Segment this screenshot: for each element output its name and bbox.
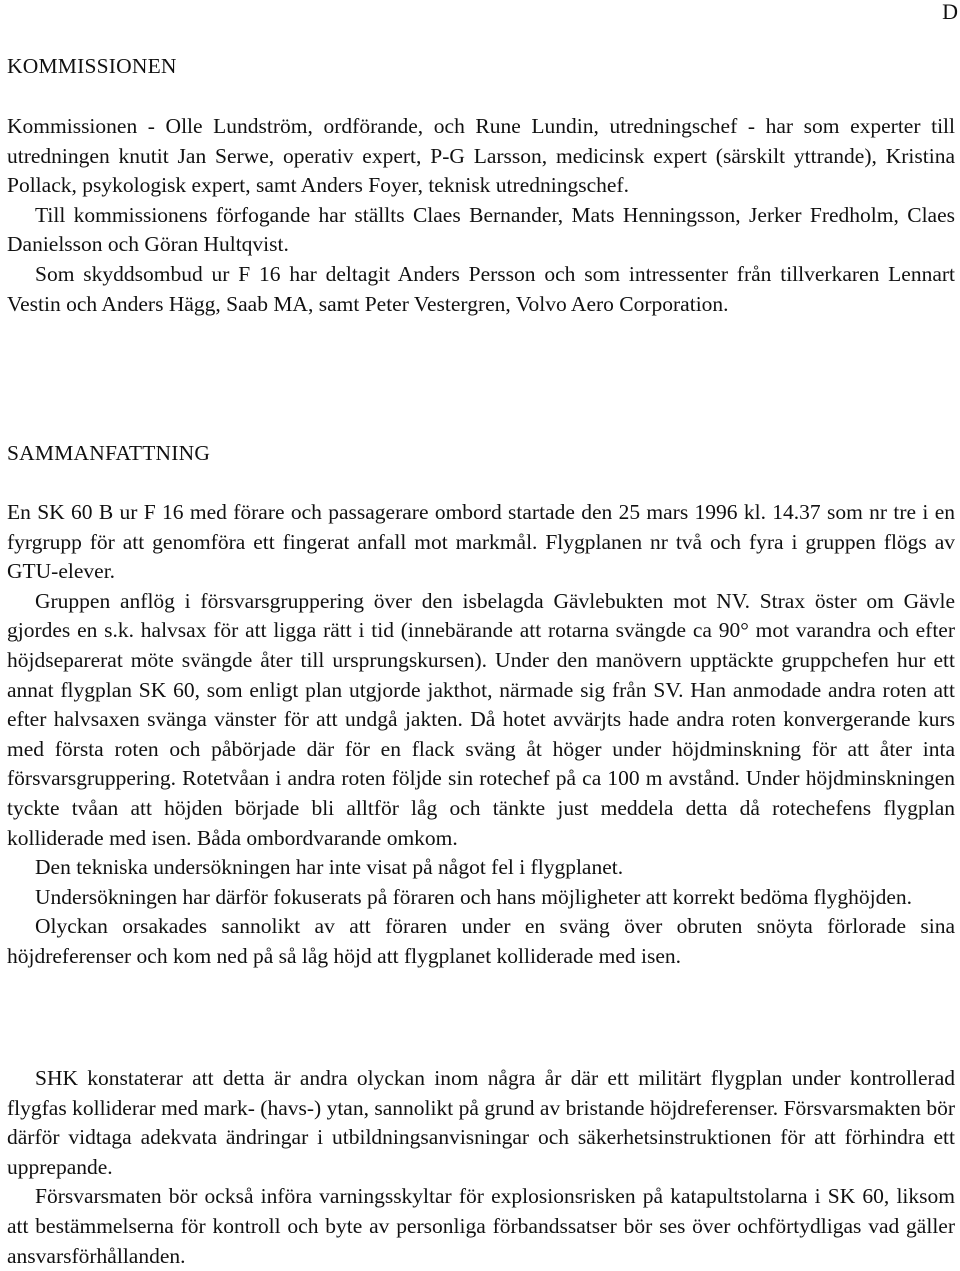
paragraph: Gruppen anflög i försvarsgruppering över den isbelagda Gävlebukten mot NV. Strax öster om Gävle gjordes en s.k. halvsax för att ligga rätt i tid (innebärande att rotarna svängde ca 90° mot varandra och efter höjdseparerat möte svängde åter till ursprungskursen). Under den manövern upptäckte gruppchefen hur ett annat flygplan SK 60, som enligt plan utgjorde jakthot, närmade sig från SV. Han anmodade andra roten att efter halvsaxen svänga vänster för att undgå jakten. Då hotet avvärjts hade andra roten konvergerande kurs med första roten och påbörjade där för en flack sväng åt höger under höjdminskning för att åter inta försvarsgruppering. Rotetvåan i andra roten följde sin rotechef på ca 100 m avstånd. Under höjdminskningen tyckte tvåan att höjden började bli alltför låg och tänkte just meddela detta då rotechefens flygplan kolliderade med isen. Båda ombordvarande omkom. <box>7 588 955 850</box>
section-heading-sammanfattning: SAMMANFATTNING <box>7 441 211 465</box>
paragraph: Kommissionen - Olle Lundström, ordförande, och Rune Lundin, utredningschef - har som experter till utredningen knutit Jan Serwe, operativ expert, P-G Larsson, medicinsk expert (särskilt yttrande), Kristina Pollack, psykologisk expert, samt Anders Foyer, teknisk utredningschef. <box>7 114 955 198</box>
page-letter: D <box>942 0 958 24</box>
paragraph: Till kommissionens förfogande har ställts Claes Bernander, Mats Henningsson, Jerker Fredholm, Claes Danielsson och Göran Hultqvist. <box>7 202 955 257</box>
paragraph: En SK 60 B ur F 16 med förare och passagerare ombord startade den 25 mars 1996 kl. 14.37 som nr tre i en fyrgrupp för att genomföra ett fingerat anfall mot markmål. Flygplanen nr två och fyra i gruppen flögs av GTU-elever. <box>7 500 955 584</box>
shk-conclusions <box>7 1064 955 1271</box>
kommissionen-body <box>7 112 955 319</box>
paragraph: Den tekniska undersökningen har inte visat på något fel i flygplanet. <box>35 855 624 880</box>
sammanfattning-body <box>7 498 955 972</box>
paragraph: Som skyddsombud ur F 16 har deltagit Anders Persson och som intressenter från tillverkaren Lennart Vestin och Anders Hägg, Saab MA, samt Peter Vestergren, Volvo Aero Corporation. <box>7 261 955 316</box>
paragraph: Undersökningen har därför fokuserats på föraren och hans möjligheter att korrekt bedöma flyghöjden. <box>35 884 913 909</box>
section-heading-kommissionen: KOMMISSIONEN <box>7 54 177 78</box>
paragraph: Olyckan orsakades sannolikt av att föraren under en sväng över obruten snöyta förlorade sina höjdreferenser och kom ned på så låg höjd att flygplanet kolliderade med isen. <box>7 914 955 968</box>
paragraph: Försvarsmaten bör också införa varningsskyltar för explosionsrisken på katapultstolarna i SK 60, liksom att bestämmelserna för kontroll och byte av personliga förbandssatser bör ses över ochförtydligas vad gäller ansvarsförhållanden. <box>7 1184 955 1268</box>
paragraph: SHK konstaterar att detta är andra olyckan inom några år där ett militärt flygplan under kontrollerad flygfas kolliderar med mark- (havs-) ytan, sannolikt på grund av bristande höjdreferenser. Försvarsmakten bör därför vidtaga adekvata ändringar i utbildningsanvisningar och säkerhetsinstruktionen för att förhindra ett upprepande. <box>7 1066 955 1179</box>
